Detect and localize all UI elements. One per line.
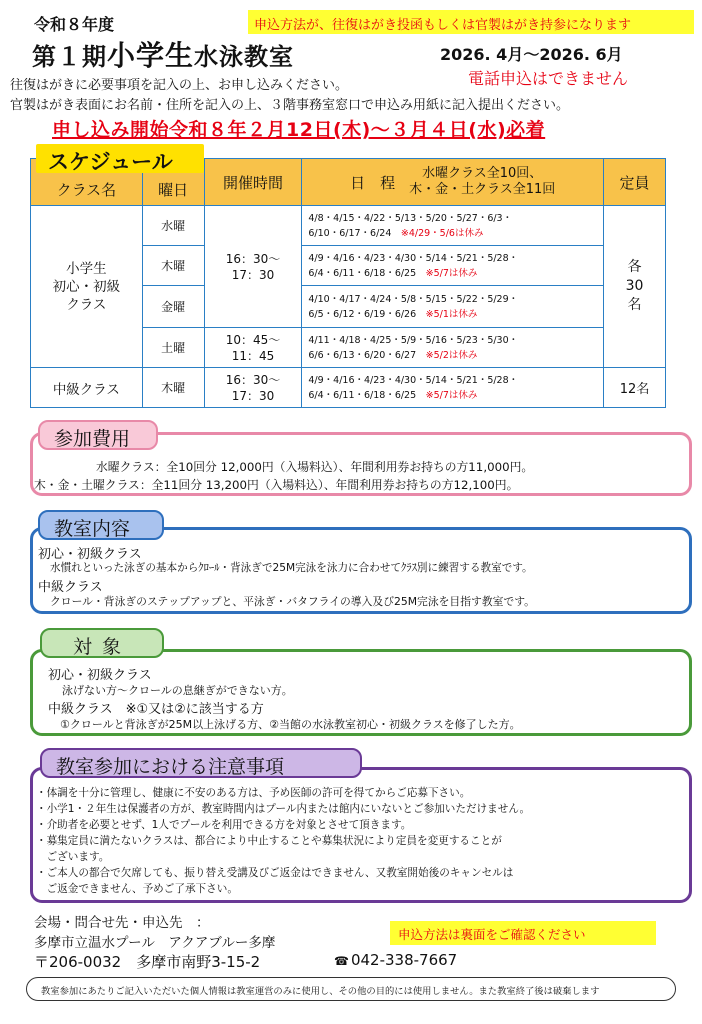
dates-cell: [302, 368, 604, 408]
dates-line-1: 4/10・4/17・4/24・5/8・5/15・5/22・5/29・: [308, 293, 519, 305]
notice-bottom-banner: 申込方法は裏面をご確認ください: [390, 921, 656, 945]
dates-line-2: 6/6・6/13・6/20・6/27: [308, 349, 417, 361]
dates-line-2: 6/4・6/11・6/18・6/25: [308, 267, 417, 279]
day-cell: 金曜: [142, 286, 204, 328]
venue-name: 多摩市立温水プール アクアブルー多摩: [34, 935, 276, 951]
fiscal-year: 令和８年度: [34, 15, 115, 34]
title-prefix: 第１期: [32, 43, 107, 71]
schedule-label: スケジュール: [36, 144, 204, 173]
beginner-class-name: 小学生 初心・初級 クラス: [31, 206, 143, 368]
header-day: 曜日: [142, 159, 204, 206]
dates-line-2: 6/10・6/17・6/24: [308, 227, 392, 239]
target-label: 対象: [40, 628, 164, 658]
content-beginner-desc: 水慣れといった泳ぎの基本からｸﾛｰﾙ・背泳ぎで25M完泳を泳力に合わせてｸﾗｽ別に練習する教室です。: [50, 562, 533, 574]
content-beginner-title: 初心・初級クラス: [38, 547, 142, 562]
header-time: 開催時間: [204, 159, 302, 206]
period: 2026. 4月～2026. 6月: [440, 45, 623, 64]
holiday-note: ※4/29・5/6は休み: [400, 227, 484, 239]
dates-cell: [302, 246, 604, 286]
page-title: [32, 34, 294, 74]
note-item: ・募集定員に満たないクラスは、都合により中止することや募集状況により定員を変更することが: [36, 835, 502, 847]
note-item: ・小学1・２年生は保護者の方が、教室時間内はプール内または館内にいないとご参加いただけません。: [36, 803, 531, 815]
note-item: ・ご本人の都合で欠席しても、振り替え受講及びご返金はできません、又教室開始後のキャンセルは: [36, 867, 514, 879]
target-beginner-desc: 泳げない方～クロールの息継ぎができない方。: [62, 684, 293, 697]
fee-label: 参加費用: [38, 420, 158, 450]
time-cell: 16：30～ 17：30: [204, 368, 302, 408]
intro-line-1: 往復はがきに必要事項を記入の上、お申し込みください。: [10, 78, 349, 93]
privacy-notice: 教室参加にあたりご記入いただいた個人情報は教室運営のみに使用し、その他の目的には使用しません。また教室終了後は破棄します: [26, 977, 676, 1001]
target-beginner-title: 初心・初級クラス: [48, 668, 152, 683]
title-suffix: 水泳教室: [194, 43, 295, 71]
title-main: 小学生: [107, 39, 195, 72]
note-item: ございます。: [36, 851, 110, 863]
dates-line-2: 6/5・6/12・6/19・6/26: [308, 308, 417, 320]
header-dates: [302, 159, 604, 206]
table-row: [31, 368, 666, 408]
header-dates-note2: 木・金・土クラス全11回: [409, 182, 556, 197]
phone-icon: ☎: [334, 954, 349, 968]
fee-line-1: 水曜クラス：全10回分 12,000円（入場料込）、年間利用券お持ちの方11,000円。: [96, 460, 534, 474]
fee-line-2: 木・金・土曜クラス：全11回分 13,200円（入場料込）、年間利用券お持ちの方12,100円。: [34, 478, 519, 492]
dates-cell: [302, 286, 604, 328]
note-item: ・介助者を必要とせず、1人でプールを利用できる方を対象とさせて頂きます。: [36, 819, 412, 831]
target-mid-title: 中級クラス ※①又は②に該当する方: [48, 702, 264, 717]
dates-cell: [302, 328, 604, 368]
deadline: 申し込み開始令和８年２月12日(木)～３月４日(水)必着: [52, 119, 546, 141]
mid-capacity: 12名: [604, 368, 666, 408]
header-dates-note1: 水曜クラス全10回、: [422, 166, 543, 181]
dates-line-1: 4/9・4/16・4/23・4/30・5/14・5/21・5/28・: [308, 374, 519, 386]
day-cell: 土曜: [142, 328, 204, 368]
phone-number: 042-338-7667: [350, 951, 458, 969]
venue-phone: [334, 951, 457, 969]
notes-label: 教室参加における注意事項: [40, 748, 362, 778]
time-cell: 10：45～ 11：45: [204, 328, 302, 368]
content-mid-desc: クロール・背泳ぎのステップアップと、平泳ぎ・バタフライの導入及び25M完泳を目指す教室です。: [50, 595, 535, 608]
header-capacity: 定員: [604, 159, 666, 206]
table-row: [31, 206, 666, 246]
dates-line-1: 4/9・4/16・4/23・4/30・5/14・5/21・5/28・: [308, 252, 519, 264]
dates-line-1: 4/11・4/18・4/25・5/9・5/16・5/23・5/30・: [308, 334, 519, 346]
content-mid-title: 中級クラス: [38, 580, 103, 595]
holiday-note: ※5/1は休み: [425, 308, 478, 320]
holiday-note: ※5/7は休み: [425, 389, 478, 401]
time-cell: 16：30～ 17：30: [204, 206, 302, 328]
schedule-table: [30, 158, 666, 408]
venue-label: 会場・問合せ先・申込先 ：: [34, 915, 210, 931]
note-item: ・体調を十分に管理し、健康に不安のある方は、予め医師の許可を得てからご応募下さい。: [36, 787, 471, 799]
intro-line-2: 官製はがき表面にお名前・住所を記入の上、３階事務室窓口で申込み用紙に記入提出ください。: [10, 98, 570, 113]
no-phone-notice: 電話申込はできません: [468, 69, 629, 88]
dates-line-1: 4/8・4/15・4/22・5/13・5/20・5/27・6/3・: [308, 212, 513, 224]
beginner-capacity: 各 30 名: [604, 206, 666, 368]
target-mid-desc: ①クロールと背泳ぎが25M以上泳げる方、②当館の水泳教室初心・初級クラスを修了した方。: [60, 718, 521, 731]
header-dates-label: 日 程: [350, 173, 396, 192]
note-item: ご返金できません、予めご了承下さい。: [36, 883, 238, 895]
notice-top-banner: 申込方法が、往復はがき投函もしくは官製はがき持参になります: [248, 10, 694, 34]
day-cell: 木曜: [142, 246, 204, 286]
holiday-note: ※5/2は休み: [425, 349, 478, 361]
dates-cell: [302, 206, 604, 246]
mid-class-name: 中級クラス: [31, 368, 143, 408]
dates-line-2: 6/4・6/11・6/18・6/25: [308, 389, 417, 401]
day-cell: 木曜: [142, 368, 204, 408]
day-cell: 水曜: [142, 206, 204, 246]
header-class: クラス名: [31, 159, 143, 206]
holiday-note: ※5/7は休み: [425, 267, 478, 279]
venue-address: 〒206-0032 多摩市南野3-15-2: [34, 953, 261, 971]
content-label: 教室内容: [38, 510, 164, 540]
